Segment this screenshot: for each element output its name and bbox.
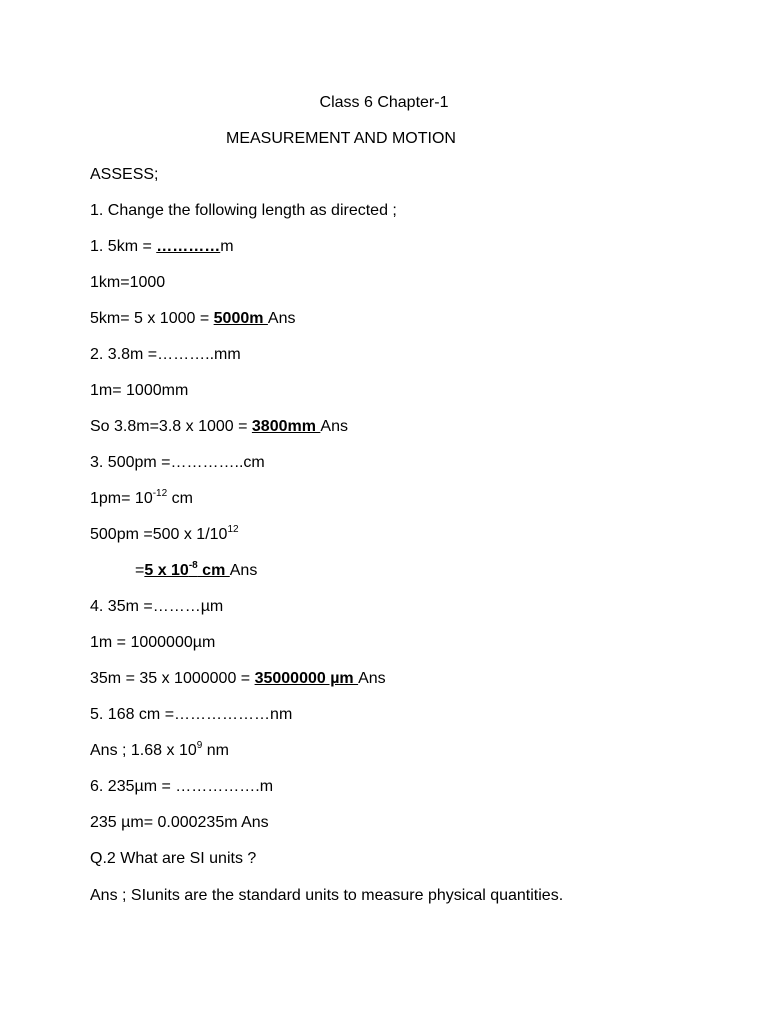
problem-5-answer <box>90 741 229 763</box>
problem-3-fact-base: 1pm= 10 <box>90 490 153 507</box>
problem-1-working <box>90 309 295 329</box>
problem-2-question: 2. 3.8m =………..mm <box>90 346 241 363</box>
problem-4-work-text: 35m = 35 x 1000000 = <box>90 670 255 687</box>
problem-5-question: 5. 168 cm =………………nm <box>90 706 293 723</box>
problem-3-fact-unit: cm <box>167 490 193 507</box>
problem-3-answer <box>144 562 229 579</box>
problem-3-result <box>135 561 257 583</box>
problem-5-answer-base: Ans ; 1.68 x 10 <box>90 742 197 759</box>
problem-5-answer-exponent: 9 <box>196 740 203 751</box>
problem-2-ans-label: Ans <box>320 418 348 435</box>
problem-1-prefix: 1. 5km = <box>90 238 157 255</box>
problem-2-fact: 1m= 1000mm <box>90 382 189 399</box>
problem-3-work-base: 500pm =500 x 1/10 <box>90 526 228 543</box>
problem-3-fact <box>90 489 193 511</box>
problem-1-blank: ………… <box>156 238 221 255</box>
problem-3-ans-label: Ans <box>229 562 258 579</box>
problem-1-ans-label: Ans <box>267 310 296 327</box>
problem-4-answer: 35000000 µm <box>254 670 359 687</box>
problem-3-question: 3. 500pm =…………..cm <box>90 454 265 471</box>
question-1-intro: 1. Change the following length as directed ; <box>90 202 397 219</box>
problem-1-fact: 1km=1000 <box>90 274 166 291</box>
problem-6-question: 6. 235µm = …………….m <box>90 778 274 795</box>
problem-5-answer-unit: nm <box>202 742 229 759</box>
problem-1-answer: 5000m <box>213 310 268 327</box>
problem-1-question <box>90 237 234 257</box>
assess-heading: ASSESS; <box>90 166 159 183</box>
problem-3-answer-base: 5 x 10 <box>144 562 189 579</box>
class-chapter-heading: Class 6 Chapter-1 <box>319 94 449 111</box>
problem-4-working <box>90 669 386 689</box>
problem-3-answer-exponent: -8 <box>188 560 198 571</box>
problem-2-work-text: So 3.8m=3.8 x 1000 = <box>90 418 252 435</box>
question-2-answer: Ans ; SIunits are the standard units to measure physical quantities. <box>90 887 564 904</box>
problem-4-question: 4. 35m =………µm <box>90 598 224 615</box>
problem-3-work-exponent: 12 <box>227 524 239 535</box>
problem-3-answer-unit: cm <box>197 562 230 579</box>
problem-2-answer: 3800mm <box>251 418 321 435</box>
problem-1-work-text: 5km= 5 x 1000 = <box>90 310 214 327</box>
problem-2-working <box>90 417 348 437</box>
problem-3-fact-exponent: -12 <box>152 488 168 499</box>
problem-4-fact: 1m = 1000000µm <box>90 634 216 651</box>
problem-3-equals: = <box>135 562 145 579</box>
chapter-title: MEASUREMENT AND MOTION <box>226 130 456 147</box>
problem-3-working <box>90 525 239 547</box>
problem-1-unit: m <box>220 238 234 255</box>
question-2: Q.2 What are SI units ? <box>90 850 257 867</box>
problem-4-ans-label: Ans <box>358 670 386 687</box>
problem-6-answer: 235 µm= 0.000235m Ans <box>90 814 269 831</box>
